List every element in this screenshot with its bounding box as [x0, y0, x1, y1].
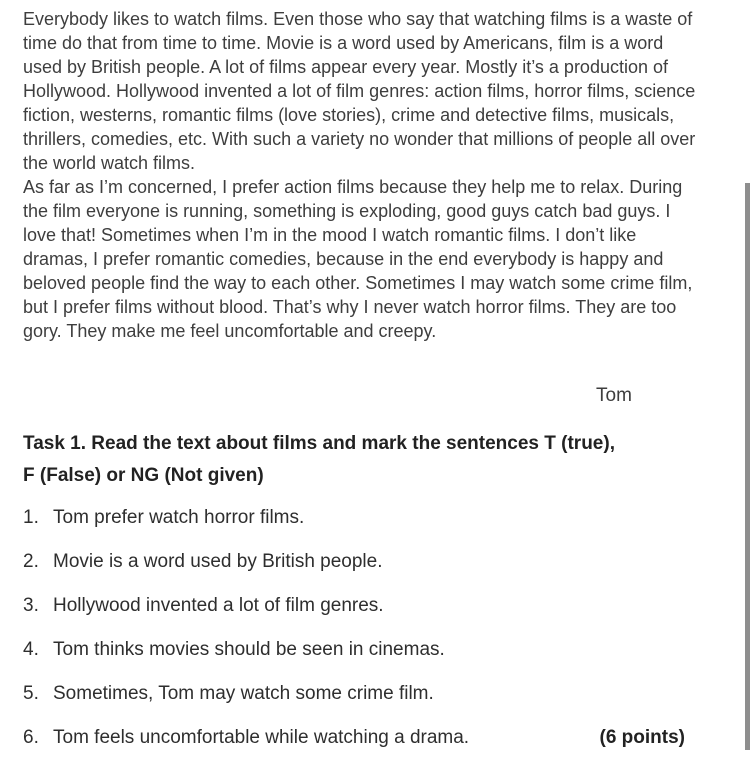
- task-item-text: Sometimes, Tom may watch some crime film.: [53, 683, 434, 704]
- task-item-number: 3.: [23, 595, 39, 616]
- task-item-text: Tom thinks movies should be seen in cinemas.: [53, 639, 445, 660]
- task-item-5: [23, 681, 703, 725]
- task-item-text: Tom prefer watch horror films.: [53, 507, 305, 528]
- task-list: [23, 505, 703, 769]
- task-item-number: 4.: [23, 639, 39, 660]
- vertical-scrollbar[interactable]: [745, 183, 750, 750]
- author-signature: Tom: [596, 385, 632, 406]
- points-label: (6 points): [599, 727, 685, 748]
- task-item-1: [23, 505, 703, 549]
- text-paragraph-2: As far as I’m concerned, I prefer action films because they help me to relax. During the film everyone is running, something is exploding, good guys catch bad guys. I love that! Sometimes when I’m in the mood I watch romantic films. I don’t like dramas, I prefer romantic comedies, because in the end everybody is happy and beloved people find the way to each other. Sometimes I may watch some crime film, but I prefer films without blood. That’s why I never watch horror films. They are too gory. They make me feel uncomfortable and creepy.: [23, 177, 693, 341]
- text-paragraph-1: Everybody likes to watch films. Even those who say that watching films is a waste of time do that from time to time. Movie is a word used by Americans, film is a word used by British people. A lot of films appear every year. Mostly it’s a production of Hollywood. Hollywood invented a lot of film genres: action films, horror films, science fiction, westerns, romantic films (love stories), crime and detective films, musicals, thrillers, comedies, etc. With such a variety no wonder that millions of people all over the world watch films.: [23, 9, 696, 173]
- task-item-3: [23, 593, 703, 637]
- task-item-text: Hollywood invented a lot of film genres.: [53, 595, 384, 616]
- task-item-text: Tom feels uncomfortable while watching a drama.: [53, 727, 470, 748]
- task-heading: Task 1. Read the text about films and mark the sentences T (true), F (False) or NG (Not given): [23, 433, 615, 486]
- task-item-2: [23, 549, 703, 593]
- task-item-number: 1.: [23, 507, 39, 528]
- task-item-4: [23, 637, 703, 681]
- task-item-text: Movie is a word used by British people.: [53, 551, 383, 572]
- task-item-number: 6.: [23, 727, 39, 748]
- task-item-6: [23, 725, 703, 769]
- task-item-number: 5.: [23, 683, 39, 704]
- task-item-number: 2.: [23, 551, 39, 572]
